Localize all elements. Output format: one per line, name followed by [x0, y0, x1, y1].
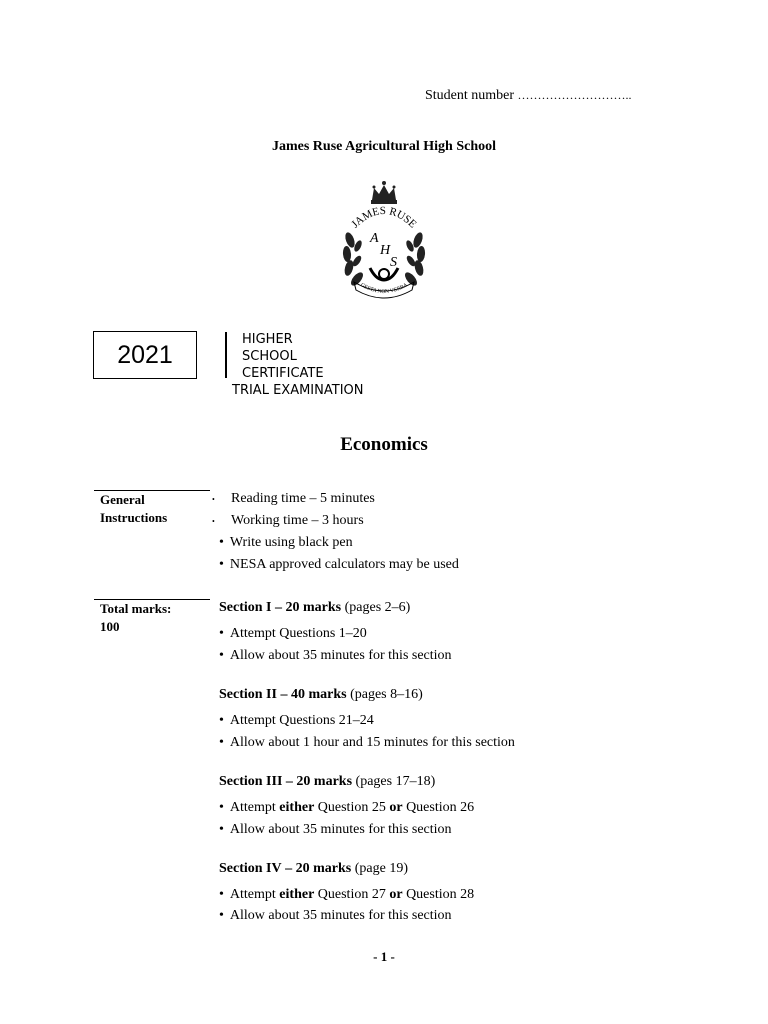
exam-year: 2021 — [117, 340, 173, 369]
laurel-left-icon — [342, 231, 365, 288]
exam-title-line-2: SCHOOL — [242, 349, 297, 364]
section-heading: Section I – 20 marks (pages 2–6) — [219, 600, 411, 615]
section-heading: Section III – 20 marks (pages 17–18) — [219, 774, 436, 789]
crest-letter-s: S — [390, 255, 397, 270]
student-number-label: Student number — [425, 88, 515, 103]
general-item: • Write using black pen — [219, 535, 353, 550]
school-name: James Ruse Agricultural High School — [271, 139, 496, 154]
student-number-line — [425, 88, 632, 104]
general-item: • Reading time – 5 minutes — [212, 491, 375, 506]
crest-top-text: JAMES RUSE — [349, 204, 419, 231]
student-number-dots: ……………………….. — [517, 88, 632, 102]
section-item: • Allow about 35 minutes for this section — [219, 648, 452, 663]
title-divider — [225, 332, 227, 378]
crown-icon — [371, 181, 397, 204]
exam-title-line-4: TRIAL EXAMINATION — [232, 383, 364, 398]
crest-letter-h: H — [380, 243, 391, 258]
general-instructions-label: General Instructions — [100, 492, 168, 525]
laurel-right-icon — [403, 231, 426, 288]
section-item: • Attempt either Question 25 or Question 26 — [219, 800, 475, 815]
section-heading: Section II – 40 marks (pages 8–16) — [219, 687, 423, 702]
section-item: • Allow about 35 minutes for this section — [219, 822, 452, 837]
section-item: • Attempt Questions 1–20 — [219, 626, 367, 641]
subject-title: Economics — [340, 434, 428, 455]
exam-year-box — [93, 331, 197, 379]
section-item: • Allow about 1 hour and 15 minutes for this section — [219, 735, 515, 750]
section-heading: Section IV – 20 marks (page 19) — [219, 861, 409, 876]
exam-title-line-1: HIGHER — [242, 332, 293, 347]
crest-letter-a: A — [370, 231, 379, 246]
section-item: • Attempt Questions 21–24 — [219, 713, 374, 728]
page-number: - 1 - — [373, 949, 395, 964]
exam-title-line-3: CERTIFICATE — [242, 366, 324, 381]
school-crest-logo — [336, 180, 432, 302]
section-item: • Attempt either Question 27 or Question 28 — [219, 887, 475, 902]
total-marks-label: Total marks: 100 — [100, 601, 172, 634]
crest-motto: GESTA NON VERBA — [359, 282, 409, 296]
general-item: • NESA approved calculators may be used — [219, 557, 459, 572]
section-item: • Allow about 35 minutes for this section — [219, 908, 452, 923]
general-item: • Working time – 3 hours — [212, 513, 364, 528]
